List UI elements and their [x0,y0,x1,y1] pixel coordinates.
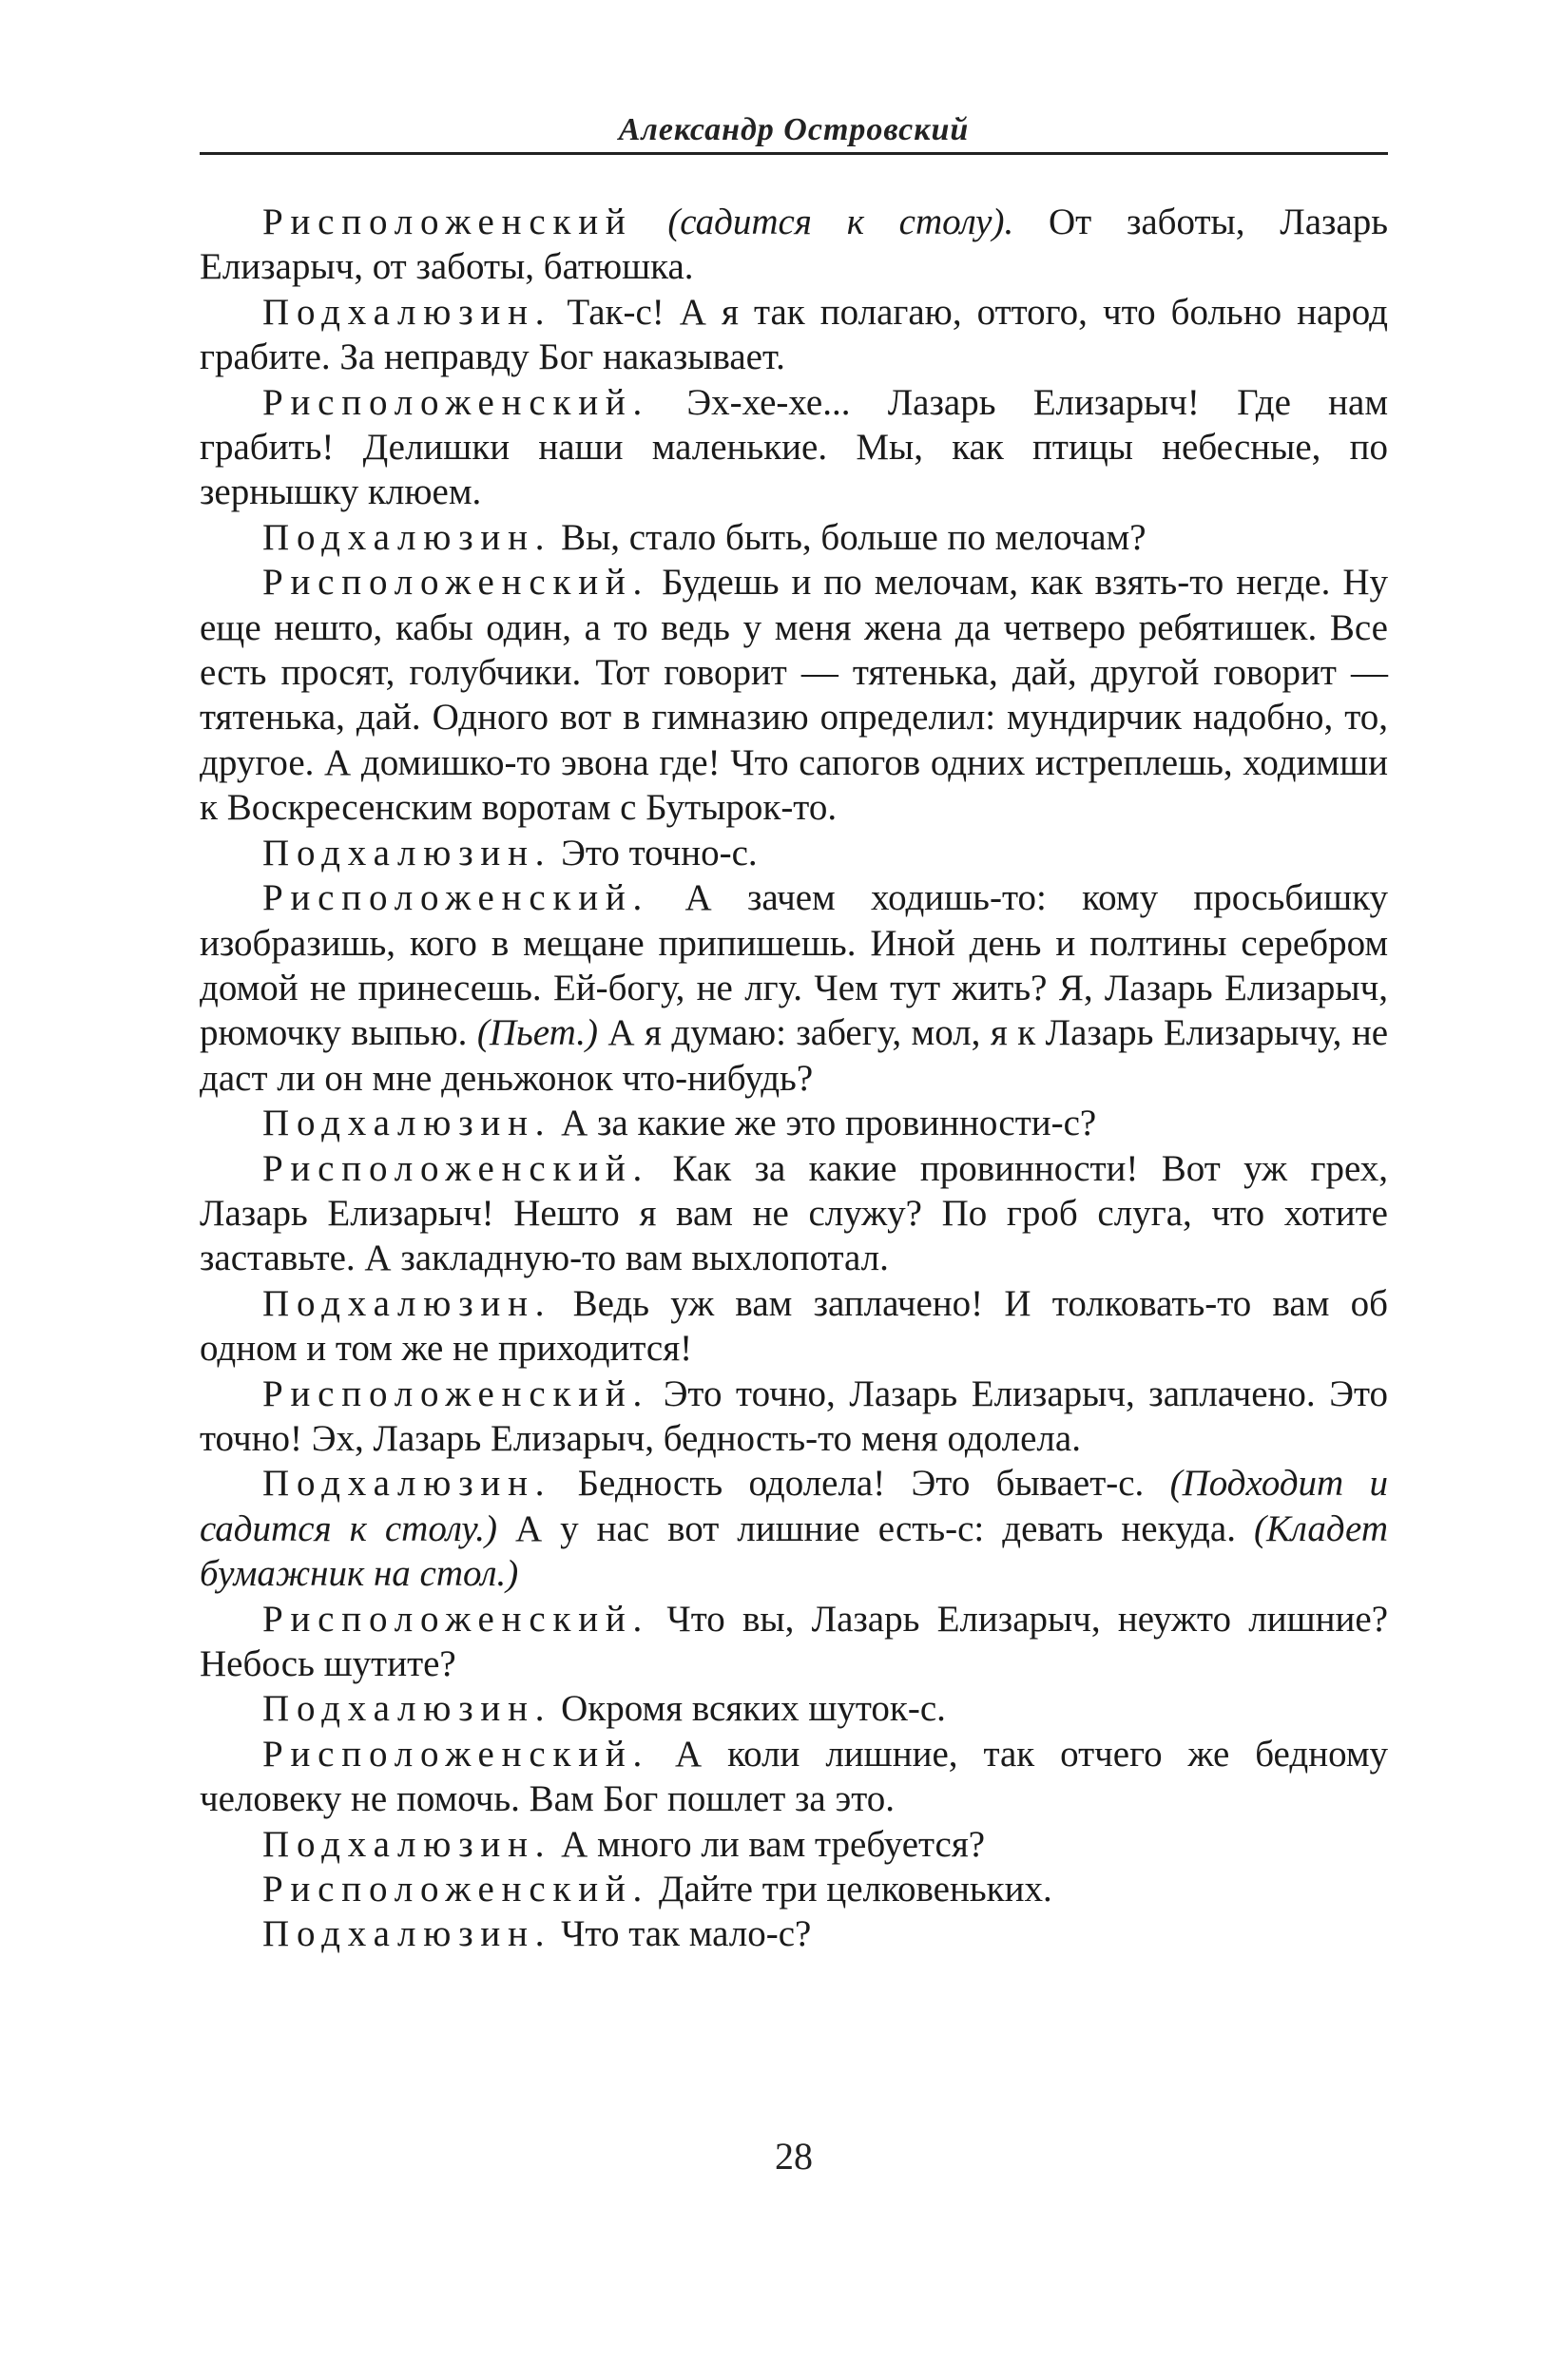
dialogue-line [200,1101,1388,1145]
dialogue-line [200,1146,1388,1281]
dialogue-text: Ведь уж вам заплачено! И толковать-то вам об одном и том же не приходится! [200,1282,1389,1370]
dialogue-text: Эх-хе-хе... Лазарь Елизарыч! Где нам грабить! Делишки наши маленькие. Мы, как птицы небесные, по зернышку клюем. [200,381,1389,513]
dialogue-line [200,560,1388,830]
speaker-name: Подхалюзин. [262,1463,552,1505]
speaker-name: Подхалюзин. [262,832,552,873]
speaker-name: Рисположенский. [262,1598,650,1640]
speaker-name: Рисположенский. [262,877,650,919]
stage-direction: (Подходит и садится к столу.) [200,1463,1389,1549]
dialogue-line [200,1867,1388,1911]
dialogue-text: А у нас вот лишние есть-с: девать некуда. [514,1507,1236,1549]
speaker-name: Подхалюзин. [262,516,552,558]
dialogue-text: А много ли вам требуется? [561,1823,986,1865]
speaker-name: Рисположенский. [262,381,650,423]
dialogue-text: Окромя всяких шуток-с. [561,1688,946,1730]
dialogue-line [200,1911,1388,1956]
dialogue-line [200,515,1388,560]
speaker-name: Рисположенский. [262,1733,650,1775]
dialogue-text: Что так мало-с? [561,1913,812,1955]
dialogue-line [200,1597,1388,1687]
dialogue-text: Как за какие провинности! Вот уж грех, Лазарь Елизарыч! Нешто я вам не служу? По гроб слуга, что хотите заставьте. А закладную-то вам выхлопотал. [200,1147,1389,1279]
dialogue-text: А за какие же это провинности-с? [561,1103,1097,1144]
speaker-name: Рисположенский. [262,1869,650,1910]
dialogue-text: Вы, стало быть, больше по мелочам? [561,516,1147,558]
speaker-name: Подхалюзин. [262,1688,552,1730]
speaker-name: Подхалюзин. [262,291,552,333]
dialogue-text: Так-с! А я так полагаю, оттого, что больно народ грабите. За неправду Бог наказывает. [200,291,1389,378]
dialogue-text: Дайте три целковеньких. [658,1869,1052,1910]
speaker-name: Рисположенский. [262,562,650,604]
dialogue-text: А зачем ходишь-то: кому просьбишку изобразишь, кого в мещане припишешь. Иной день и полтины серебром домой не принесешь. Ей-богу, не лгу. Чем тут жить? Я, Лазарь Елизарыч, рюмочку выпью. [200,877,1388,1054]
dialogue-line [200,1281,1388,1372]
dialogue-line [200,200,1388,290]
dialogue-line [200,1732,1388,1822]
speaker-name: Подхалюзин. [262,1103,552,1144]
speaker-name: Подхалюзин. [262,1282,552,1324]
running-title: Александр Островский [618,112,970,147]
dialogue-line [200,1686,1388,1731]
header-rule [200,152,1388,155]
stage-direction: (садится к столу). [667,202,1014,242]
dialogue-text: А я думаю: забегу, мол, я к Лазарь Елизарычу, не даст ли он мне деньжонок что-нибудь? [200,1012,1389,1099]
dialogue-text: Будешь и по мелочам, как взять-то негде. Ну еще нешто, кабы один, а то ведь у меня жена да четверо ребятишек. Все есть просят, голубчики. Тот говорит — тятенька, дай, другой говорит — тятенька, дай. Одного вот в гимназию определил: мундирчик надобно, то, другое. А домишко-то эвона где! Что сапогов одних истреплешь, ходимши к Воскресенским воротам с Бутырок-то. [200,562,1389,829]
stage-direction: (Пьет.) [476,1012,598,1054]
speaker-name: Подхалюзин. [262,1913,552,1955]
dialogue-line [200,831,1388,875]
speaker-name: Рисположенский [262,202,633,242]
speaker-name: Рисположенский. [262,1147,650,1189]
dialogue-line [200,1822,1388,1867]
speaker-name: Подхалюзин. [262,1823,552,1865]
dialogue-line [200,1372,1388,1462]
play-text [200,200,1388,1957]
dialogue-text: От заботы, Лазарь Елизарыч, от заботы, батюшка. [200,202,1389,288]
dialogue-line [200,290,1388,380]
dialogue-line [200,875,1388,1101]
dialogue-text: Бедность одолела! Это бывает-с. [577,1463,1145,1505]
page-number: 28 [775,2135,813,2178]
speaker-name: Рисположенский. [262,1372,650,1414]
dialogue-line [200,380,1388,515]
dialogue-line [200,1461,1388,1596]
dialogue-text: Это точно, Лазарь Елизарыч, заплачено. Это точно! Эх, Лазарь Елизарыч, бедность-то меня одолела. [200,1372,1388,1459]
stage-direction: (Кладет бумажник на стол.) [200,1507,1389,1595]
dialogue-text: А коли лишние, так отчего же бедному человеку не помочь. Вам Бог пошлет за это. [200,1733,1389,1820]
dialogue-text: Это точно-с. [561,832,758,873]
dialogue-text: Что вы, Лазарь Елизарыч, неужто лишние? Небось шутите? [200,1598,1389,1684]
